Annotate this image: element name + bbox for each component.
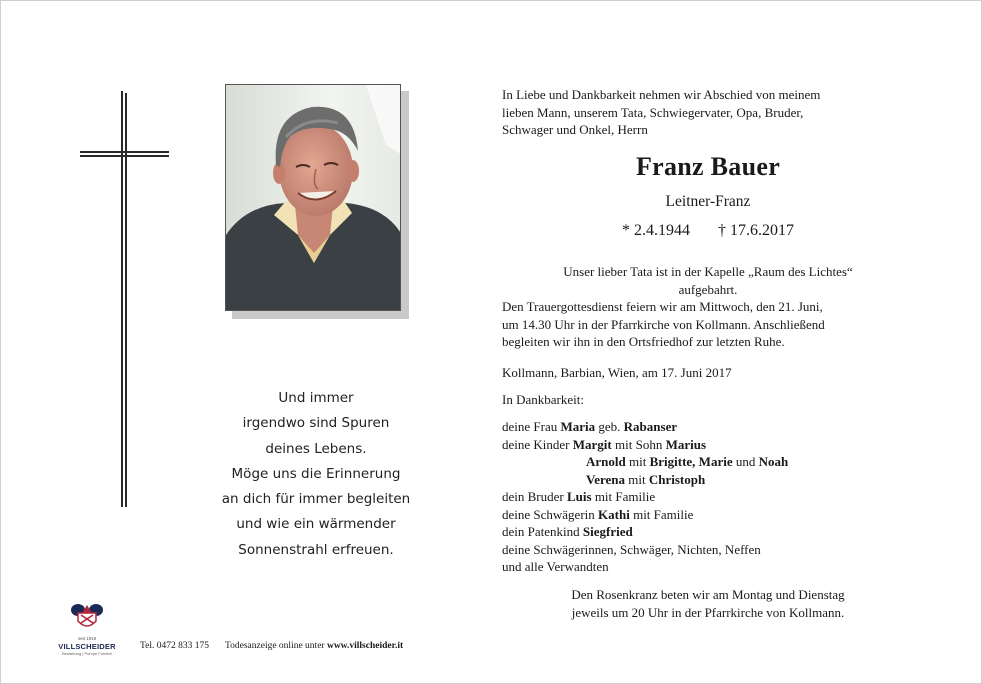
death-date: † 17.6.2017	[718, 222, 794, 239]
poem-line: an dich für immer begleiten	[221, 491, 411, 508]
deceased-name: Franz Bauer	[635, 152, 781, 181]
thanks-heading: In Dankbarkeit:	[502, 392, 584, 407]
logo-brand: VILLSCHEIDER	[58, 642, 116, 651]
poem-line: Möge uns die Erinnerung	[231, 465, 401, 482]
poem-line: Sonnenstrahl erfreuen.	[238, 541, 394, 558]
deceased-nickname: Leitner-Franz	[665, 193, 751, 210]
family-row-others: deine Schwägerinnen, Schwäger, Nichten, Neffen	[502, 541, 761, 557]
logo-tagline: Bestattung | Pompe Funebri	[62, 651, 112, 656]
logo-since: seit 1919	[77, 636, 97, 641]
family-row-brother: dein Bruder Luis mit Familie	[502, 489, 656, 504]
family-row-godchild: dein Patenkind Siegfried	[502, 524, 633, 539]
life-dates	[502, 222, 914, 240]
footer-online	[225, 641, 403, 651]
portrait-photo	[225, 84, 401, 311]
family-row-children: Arnold mit Brigitte, Marie und Noah	[586, 454, 789, 469]
intro-line: In Liebe und Dankbarkeit nehmen wir Abschied von meinem	[502, 87, 821, 102]
poem-line: deines Lebens.	[265, 440, 367, 457]
chapel-line: Unser lieber Tata ist in der Kapelle „Raum des Lichtes“	[563, 264, 853, 279]
place-date: Kollmann, Barbian, Wien, am 17. Juni 2017	[502, 365, 732, 380]
chapel-note	[502, 263, 914, 298]
poem-line: irgendwo sind Spuren	[242, 415, 390, 432]
chapel-line: aufgebahrt.	[678, 281, 738, 297]
service-line: um 14.30 Uhr in der Pfarrkirche von Kollmann. Anschließend	[502, 316, 825, 332]
poem-line: und wie ein wärmender	[236, 516, 396, 533]
intro-text	[502, 86, 902, 139]
service-info	[502, 298, 922, 351]
footer-phone: Tel. 0472 833 175	[140, 641, 209, 651]
family-row-children: Verena mit Christoph	[586, 471, 706, 487]
family-row-relatives: und alle Verwandten	[502, 559, 609, 574]
service-line: begleiten wir ihn in den Ortsfriedhof zur letzten Ruhe.	[502, 334, 785, 349]
family-row-children: deine Kinder Margit mit Sohn Marius	[502, 436, 707, 452]
footer-url-link[interactable]: www.villscheider.it	[326, 641, 404, 651]
birth-date: * 2.4.1944	[622, 222, 690, 239]
rosary-line: jeweils um 20 Uhr in der Pfarrkirche von Kollmann.	[571, 604, 845, 620]
rosary-note	[502, 586, 914, 621]
intro-line: Schwager und Onkel, Herrn	[502, 122, 648, 137]
footer-online-prefix: Todesanzeige online unter	[225, 641, 327, 651]
family-list	[502, 418, 922, 576]
rosary-line: Den Rosenkranz beten wir am Montag und Dienstag	[571, 587, 845, 602]
poem	[201, 386, 431, 563]
poem-line: Und immer	[278, 390, 354, 406]
family-row-wife: deine Frau Maria geb. Rabanser	[502, 419, 678, 434]
funeral-home-logo	[57, 601, 117, 656]
intro-line: lieben Mann, unserem Tata, Schwiegervater, Opa, Bruder,	[502, 104, 804, 120]
coat-of-arms-icon	[69, 601, 105, 631]
service-line: Den Trauergottesdienst feiern wir am Mittwoch, den 21. Juni,	[502, 299, 823, 314]
family-row-sister-in-law: deine Schwägerin Kathi mit Familie	[502, 506, 694, 522]
